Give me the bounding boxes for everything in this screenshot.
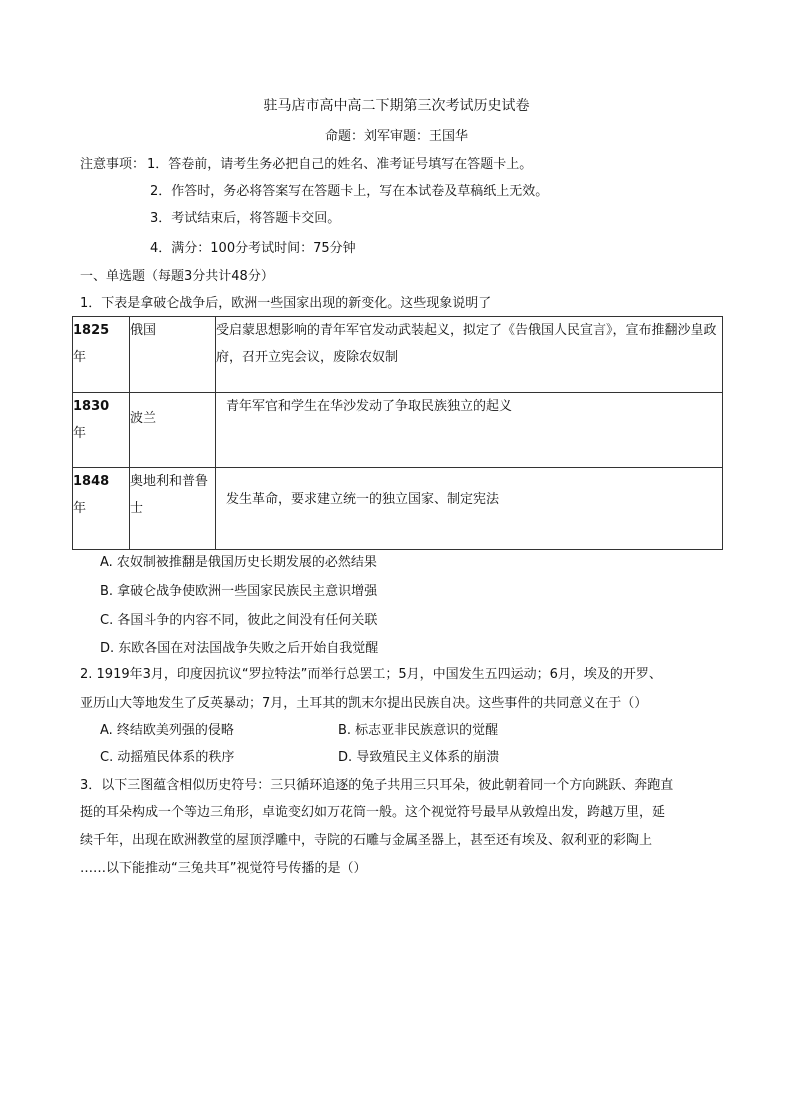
year-cell [73, 317, 130, 393]
q1-option-a[interactable]: A. 农奴制被推翻是俄国历史长期发展的必然结果 [100, 555, 377, 570]
q1-option-c[interactable]: C. 各国斗争的内容不同，彼此之间没有任何关联 [100, 613, 378, 628]
q2-option-b[interactable]: B. 标志亚非民族意识的觉醒 [338, 723, 499, 738]
event-cell: 发生革命，要求建立统一的独立国家、制定宪法 [216, 468, 723, 550]
section-heading: 一、单选题（每题3分共计48分） [80, 269, 274, 284]
table-row [73, 317, 723, 393]
q2-option-a[interactable]: A. 终结欧美列强的侵略 [100, 723, 234, 738]
exam-authors: 命题：刘军审题：王国华 [324, 129, 468, 144]
q2-stem-line-1: 2. 1919年3月，印度因抗议“罗拉特法”而举行总罢工；5月，中国发生五四运动；6月，埃及的开罗、 [80, 667, 662, 682]
q2-stem-line-2: 亚历山大等地发生了反英暴动；7月，土耳其的凯末尔提出民族自决。这些事件的共同意义在于（） [80, 696, 648, 711]
note-item-2: 2．作答时，务必将答案写在答题卡上，写在本试卷及草稿纸上无效。 [150, 184, 549, 199]
q2-option-c[interactable]: C. 动摇殖民体系的秩序 [100, 750, 235, 765]
q3-line-4: ……以下能推动“三兔共耳”视觉符号传播的是（） [80, 861, 367, 876]
year-value: 1848 [73, 474, 110, 489]
country-cell: 波兰 [130, 393, 216, 468]
q3-line-1: 3．以下三图蕴含相似历史符号：三只循环追逐的兔子共用三只耳朵，彼此朝着同一个方向跳跃、奔跑直 [80, 778, 674, 793]
q1-option-d[interactable]: D. 东欧各国在对法国战争失败之后开始自我觉醒 [100, 641, 379, 656]
event-cell: 青年军官和学生在华沙发动了争取民族独立的起义 [216, 393, 723, 468]
event-cell: 受启蒙思想影响的青年军官发动武装起义，拟定了《告俄国人民宣言》，宣布推翻沙皇政府，召开立宪会议，废除农奴制 [216, 317, 723, 393]
year-value: 1825 [73, 323, 110, 338]
year-cell [73, 468, 130, 550]
note-item-3: 3．考试结束后，将答题卡交回。 [150, 211, 341, 226]
q3-line-2: 挺的耳朵构成一个等边三角形，卓诡变幻如万花筒一般。这个视觉符号最早从敦煌出发，跨越万里，延 [80, 805, 666, 820]
q3-line-3: 续千年，出现在欧洲教堂的屋顶浮雕中，寺院的石雕与金属圣器上，甚至还有埃及、叙利亚的彩陶上 [80, 833, 653, 848]
year-cell [73, 393, 130, 468]
table-row [73, 468, 723, 550]
table-row [73, 393, 723, 468]
note-item-4: 4．满分：100分考试时间：75分钟 [150, 241, 356, 256]
year-unit: 年 [73, 501, 87, 516]
country-cell: 俄国 [130, 317, 216, 393]
note-item-1: 1．答卷前，请考生务必把自己的姓名、准考证号填写在答题卡上。 [147, 157, 533, 172]
exam-title: 驻马店市高中高二下期第三次考试历史试卷 [263, 98, 530, 114]
year-unit: 年 [73, 426, 87, 441]
q1-option-b[interactable]: B. 拿破仑战争使欧洲一些国家民族民主意识增强 [100, 584, 378, 599]
country-cell: 奥地利和普鲁士 [130, 468, 216, 550]
q1-table [72, 316, 723, 550]
year-unit: 年 [73, 350, 87, 365]
year-value: 1830 [73, 399, 110, 414]
notes-label: 注意事项： [80, 157, 146, 172]
q1-stem: 1．下表是拿破仑战争后，欧洲一些国家出现的新变化。这些现象说明了 [80, 296, 492, 311]
q2-option-d[interactable]: D. 导致殖民主义体系的崩溃 [338, 750, 500, 765]
